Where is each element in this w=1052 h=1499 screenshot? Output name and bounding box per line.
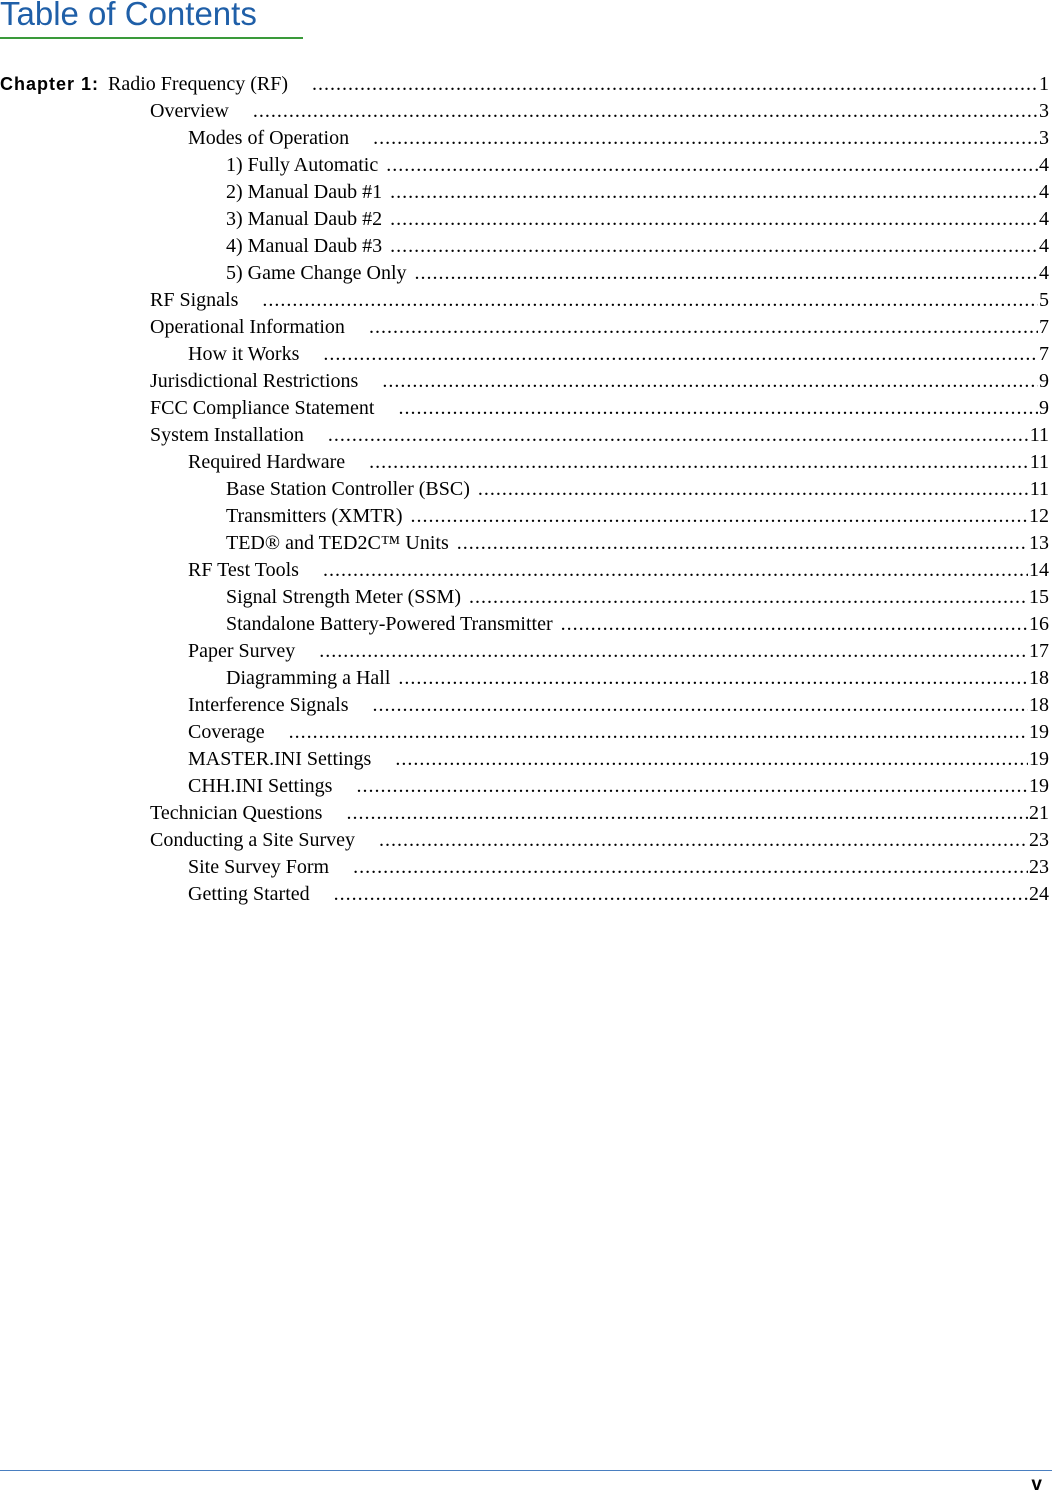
toc-entry-page: 18 bbox=[1029, 667, 1049, 689]
toc-entry-page: 18 bbox=[1029, 694, 1049, 716]
toc-entry[interactable] bbox=[0, 773, 1049, 800]
toc-entry[interactable] bbox=[0, 449, 1049, 476]
toc-entry-title: Technician Questions bbox=[150, 802, 323, 824]
dot-leader bbox=[415, 260, 1038, 287]
toc-entry-page: 14 bbox=[1029, 559, 1049, 581]
toc-entry-page: 19 bbox=[1029, 721, 1049, 743]
toc-entry[interactable] bbox=[0, 800, 1049, 827]
chapter-label: Chapter 1: bbox=[0, 74, 100, 94]
dot-leader bbox=[253, 98, 1038, 125]
dot-leader bbox=[323, 557, 1028, 584]
dot-leader bbox=[457, 530, 1028, 557]
toc-entry[interactable] bbox=[0, 665, 1049, 692]
toc-entry-page: 3 bbox=[1039, 127, 1049, 149]
toc-entry-page: 9 bbox=[1039, 397, 1049, 419]
toc-entry-title: MASTER.INI Settings bbox=[188, 748, 372, 770]
toc-entry-page: 23 bbox=[1029, 856, 1049, 878]
toc-entry[interactable] bbox=[0, 827, 1049, 854]
toc-entry-title: Interference Signals bbox=[188, 694, 349, 716]
dot-leader bbox=[390, 206, 1038, 233]
dot-leader bbox=[390, 179, 1038, 206]
dot-leader bbox=[346, 800, 1028, 827]
toc-entry-title: Required Hardware bbox=[188, 451, 346, 473]
toc-entry-page: 4 bbox=[1039, 262, 1049, 284]
toc-entry-page: 23 bbox=[1029, 829, 1049, 851]
toc-entry-title: 4) Manual Daub #3 bbox=[226, 235, 383, 257]
toc-entry-title: Conducting a Site Survey bbox=[150, 829, 355, 851]
toc-entry[interactable] bbox=[0, 368, 1049, 395]
toc-entry-title: Overview bbox=[150, 100, 229, 122]
toc-entry-title: Paper Survey bbox=[188, 640, 296, 662]
toc-entry-page: 12 bbox=[1029, 505, 1049, 527]
toc-entry[interactable] bbox=[0, 422, 1049, 449]
toc-entry-page: 19 bbox=[1029, 748, 1049, 770]
toc-entry-page: 7 bbox=[1039, 343, 1049, 365]
toc-entry-title: 3) Manual Daub #2 bbox=[226, 208, 383, 230]
toc-entry[interactable] bbox=[0, 287, 1049, 314]
dot-leader bbox=[319, 638, 1028, 665]
toc-entry[interactable] bbox=[0, 314, 1049, 341]
toc-entry-title: 5) Game Change Only bbox=[226, 262, 407, 284]
title-underline bbox=[0, 37, 303, 39]
toc-entry-page: 13 bbox=[1029, 532, 1049, 554]
dot-leader bbox=[478, 476, 1029, 503]
toc-entry-page: 4 bbox=[1039, 181, 1049, 203]
toc-entry-page: 4 bbox=[1039, 154, 1049, 176]
toc-entry[interactable] bbox=[0, 260, 1049, 287]
toc-entry-title: RF Signals bbox=[150, 289, 239, 311]
toc-entry-title: Base Station Controller (BSC) bbox=[226, 478, 470, 500]
toc-entry-title: System Installation bbox=[150, 424, 304, 446]
page-title: Table of Contents bbox=[0, 0, 257, 32]
toc-entry-page: 17 bbox=[1029, 640, 1049, 662]
dot-leader bbox=[390, 233, 1038, 260]
toc-entry[interactable] bbox=[0, 557, 1049, 584]
dot-leader bbox=[334, 881, 1028, 908]
toc-entry-page: 3 bbox=[1039, 100, 1049, 122]
toc-entry[interactable] bbox=[0, 881, 1049, 908]
toc-entry-title: TED® and TED2C™ Units bbox=[226, 532, 449, 554]
toc-entry-title: Modes of Operation bbox=[188, 127, 350, 149]
toc-entry-title: Standalone Battery-Powered Transmitter bbox=[226, 613, 553, 635]
toc-list bbox=[0, 71, 1049, 908]
toc-entry[interactable] bbox=[0, 179, 1049, 206]
toc-entry-page: 11 bbox=[1029, 451, 1049, 473]
toc-entry[interactable] bbox=[0, 854, 1049, 881]
toc-entry[interactable] bbox=[0, 611, 1049, 638]
dot-leader bbox=[372, 692, 1028, 719]
toc-entry-title: CHH.INI Settings bbox=[188, 775, 333, 797]
toc-entry-title: 1) Fully Automatic bbox=[226, 154, 379, 176]
toc-entry-title: Operational Information bbox=[150, 316, 345, 338]
toc-entry[interactable] bbox=[0, 206, 1049, 233]
dot-leader bbox=[561, 611, 1028, 638]
dot-leader bbox=[312, 71, 1038, 98]
toc-entry-page: 9 bbox=[1039, 370, 1049, 392]
toc-entry-page: 21 bbox=[1029, 802, 1049, 824]
dot-leader bbox=[386, 152, 1038, 179]
toc-entry[interactable] bbox=[0, 719, 1049, 746]
dot-leader bbox=[398, 665, 1028, 692]
toc-entry-title: Jurisdictional Restrictions bbox=[150, 370, 359, 392]
toc-entry[interactable] bbox=[0, 341, 1049, 368]
toc-entry[interactable] bbox=[0, 476, 1049, 503]
toc-entry[interactable] bbox=[0, 530, 1049, 557]
dot-leader bbox=[323, 341, 1038, 368]
toc-entry-title: Getting Started bbox=[188, 883, 310, 905]
toc-entry-page: 24 bbox=[1029, 883, 1049, 905]
toc-entry-page: 1 bbox=[1039, 73, 1049, 95]
toc-entry[interactable] bbox=[0, 746, 1049, 773]
toc-entry[interactable] bbox=[0, 503, 1049, 530]
dot-leader bbox=[369, 314, 1038, 341]
toc-entry[interactable] bbox=[0, 125, 1049, 152]
toc-entry[interactable] bbox=[0, 395, 1049, 422]
page-number: v bbox=[1031, 1474, 1042, 1495]
toc-entry[interactable] bbox=[0, 152, 1049, 179]
toc-entry-page: 7 bbox=[1039, 316, 1049, 338]
dot-leader bbox=[382, 368, 1038, 395]
toc-entry[interactable] bbox=[0, 638, 1049, 665]
toc-entry-title: RF Test Tools bbox=[188, 559, 299, 581]
dot-leader bbox=[395, 746, 1028, 773]
toc-entry-page: 4 bbox=[1039, 235, 1049, 257]
toc-entry-title: Transmitters (XMTR) bbox=[226, 505, 403, 527]
dot-leader bbox=[369, 449, 1029, 476]
toc-entry-page: 5 bbox=[1039, 289, 1049, 311]
toc-entry-title: Radio Frequency (RF) bbox=[108, 73, 288, 95]
toc-entry-page: 11 bbox=[1029, 478, 1049, 500]
footer-divider bbox=[0, 1470, 1052, 1471]
dot-leader bbox=[398, 395, 1038, 422]
dot-leader bbox=[328, 422, 1029, 449]
toc-entry-page: 16 bbox=[1029, 613, 1049, 635]
toc-entry[interactable] bbox=[0, 71, 1049, 98]
toc-entry-title: FCC Compliance Statement bbox=[150, 397, 375, 419]
dot-leader bbox=[289, 719, 1028, 746]
dot-leader bbox=[353, 854, 1028, 881]
toc-entry[interactable] bbox=[0, 98, 1049, 125]
toc-entry-title: Diagramming a Hall bbox=[226, 667, 391, 689]
toc-entry-page: 11 bbox=[1029, 424, 1049, 446]
toc-entry-page: 4 bbox=[1039, 208, 1049, 230]
dot-leader bbox=[262, 287, 1038, 314]
toc-entry-page: 19 bbox=[1029, 775, 1049, 797]
toc-entry-title: Coverage bbox=[188, 721, 265, 743]
toc-entry-title: How it Works bbox=[188, 343, 300, 365]
toc-entry[interactable] bbox=[0, 233, 1049, 260]
toc-entry-title: Signal Strength Meter (SSM) bbox=[226, 586, 461, 608]
toc-entry[interactable] bbox=[0, 692, 1049, 719]
toc-entry-title: 2) Manual Daub #1 bbox=[226, 181, 383, 203]
dot-leader bbox=[379, 827, 1028, 854]
dot-leader bbox=[469, 584, 1028, 611]
dot-leader bbox=[373, 125, 1038, 152]
toc-entry-title: Site Survey Form bbox=[188, 856, 330, 878]
dot-leader bbox=[356, 773, 1028, 800]
toc-entry[interactable] bbox=[0, 584, 1049, 611]
dot-leader bbox=[410, 503, 1028, 530]
toc-entry-page: 15 bbox=[1029, 586, 1049, 608]
